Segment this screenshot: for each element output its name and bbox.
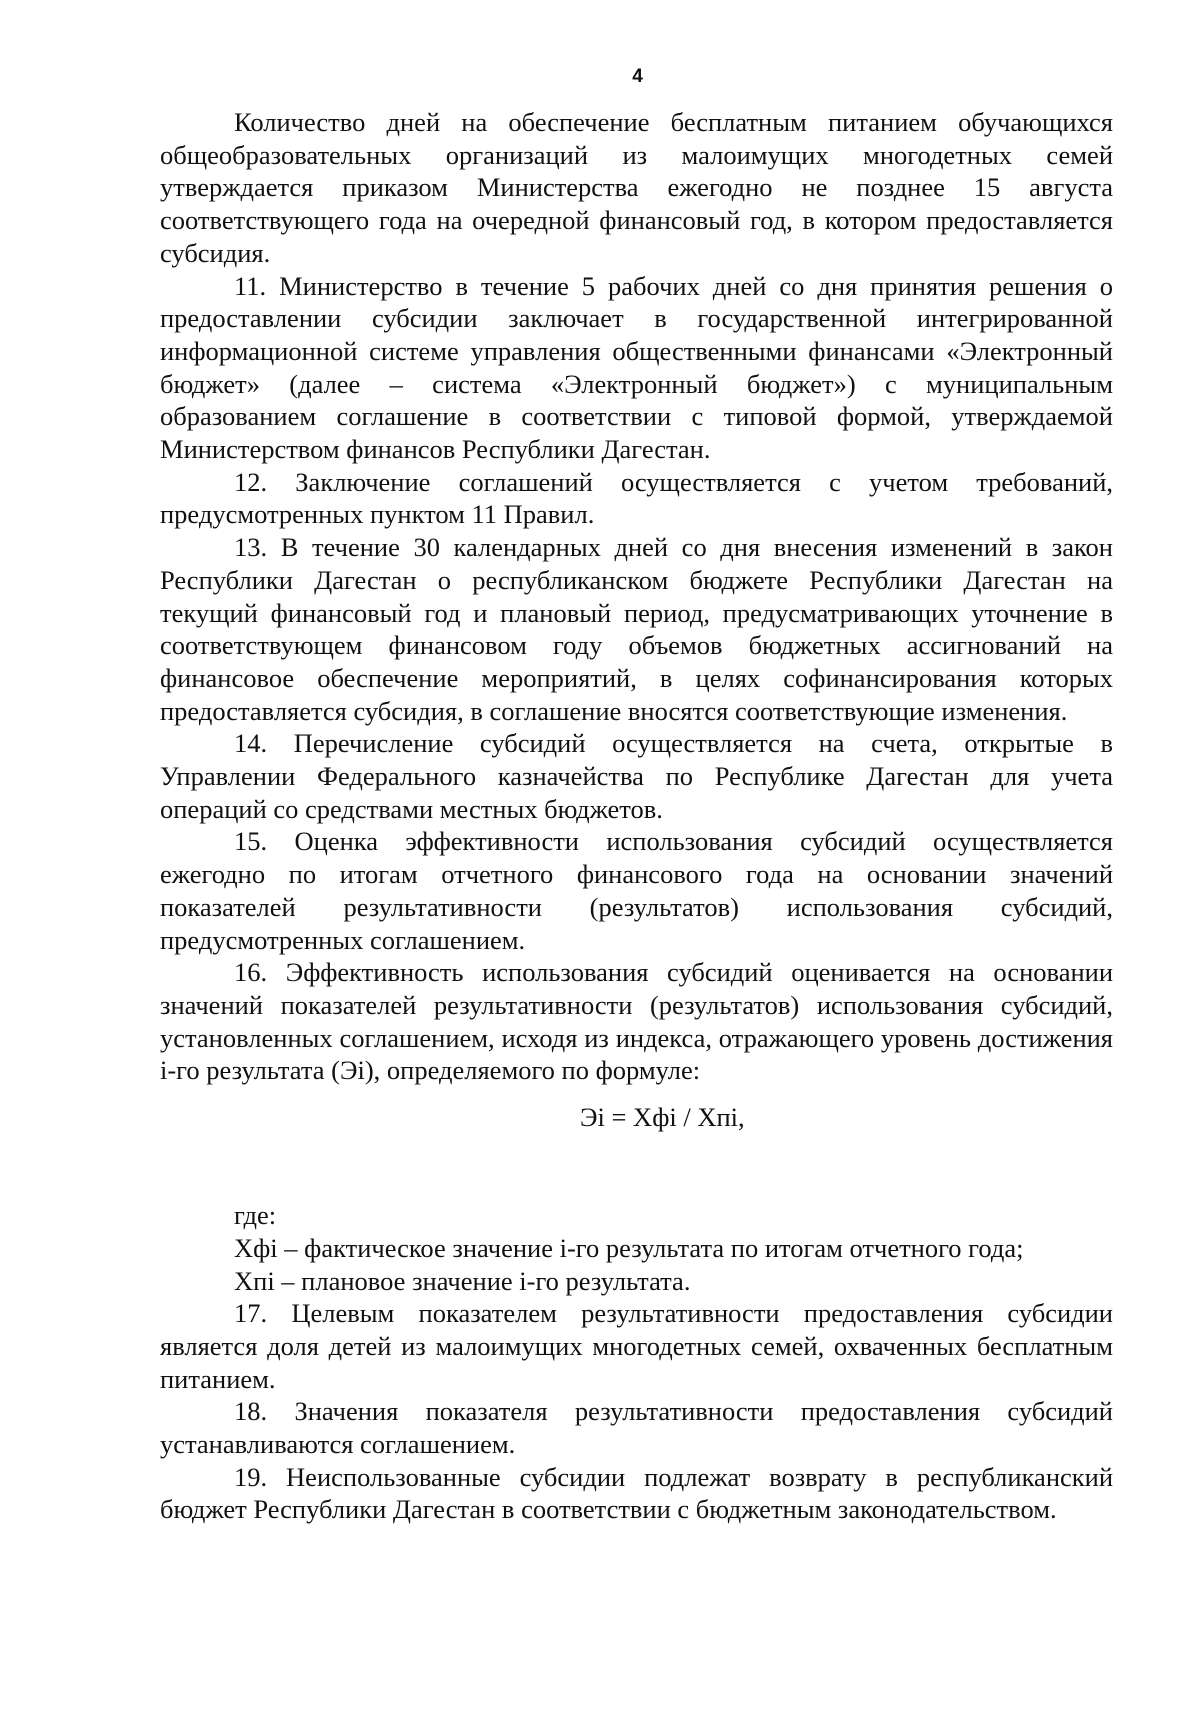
paragraph-16: 16. Эффективность использования субсидий оценивается на основании значений показателей результативности (результатов) использования субсидий, установленных соглашением, исходя из индекса, отражающего уровень достижения i-го результата (Эi), определяемого по формуле: [160, 957, 1113, 1086]
paragraph-17: 17. Целевым показателем результативности предоставления субсидии является доля детей из малоимущих многодетных семей, охваченных бесплатным питанием. [160, 1298, 1113, 1394]
paragraph-11: 11. Министерство в течение 5 рабочих дней со дня принятия решения о предоставлении субсидии заключает в государственной интегрированной информационной системе управления общественными финансами «Электронный бюджет» (далее – система «Электронный бюджет») с муниципальным образованием соглашение в соответствии с типовой формой, утверждаемой Министерством финансов Республики Дагестан. [160, 270, 1113, 465]
definition-plan: Xпi – плановое значение i-го результата. [234, 1265, 691, 1296]
efficiency-formula [160, 1099, 1113, 1187]
page-number: 4 [632, 66, 643, 87]
paragraph-15: 15. Оценка эффективности использования субсидий осуществляется ежегодно по итогам отчетного финансового года на основании значений показателей результативности (результатов) использования субсидий, предусмотренных соглашением. [160, 826, 1113, 955]
document-body [160, 106, 1113, 1526]
paragraph-14: 14. Перечисление субсидий осуществляется на счета, открытые в Управлении Федерального казначейства по Республике Дагестан для учета операций со средствами местных бюджетов. [160, 728, 1113, 824]
paragraph-19: 19. Неиспользованные субсидии подлежат возврату в республиканский бюджет Республики Дагестан в соответствии с бюджетным законодательством. [160, 1461, 1113, 1525]
definition-fact: Xфi – фактическое значение i-го результата по итогам отчетного года; [234, 1232, 1024, 1263]
formula-text: Эi = Xфi / Xпi, [580, 1102, 745, 1133]
paragraph-13: 13. В течение 30 календарных дней со дня внесения изменений в закон Республики Дагестан о республиканском бюджете Республики Дагестан на текущий финансовый год и плановый период, предусматривающих уточнение в соответствующем финансовом году объемов бюджетных ассигнований на финансовое обеспечение мероприятий, в целях софинансирования которых предоставляется субсидия, в соглашение вносятся соответствующие изменения. [160, 532, 1113, 726]
paragraph-12: 12. Заключение соглашений осуществляется с учетом требований, предусмотренных пунктом 11 Правил. [160, 466, 1113, 530]
where-label: где: [234, 1200, 277, 1231]
paragraph-meal-days: Количество дней на обеспечение бесплатным питанием обучающихся общеобразовательных организаций из малоимущих многодетных семей утверждается приказом Министерства ежегодно не позднее 15 августа соответствующего года на очередной финансовый год, в котором предоставляется субсидия. [160, 107, 1113, 268]
paragraph-18: 18. Значения показателя результативности предоставления субсидий устанавливаются соглашением. [160, 1396, 1113, 1460]
